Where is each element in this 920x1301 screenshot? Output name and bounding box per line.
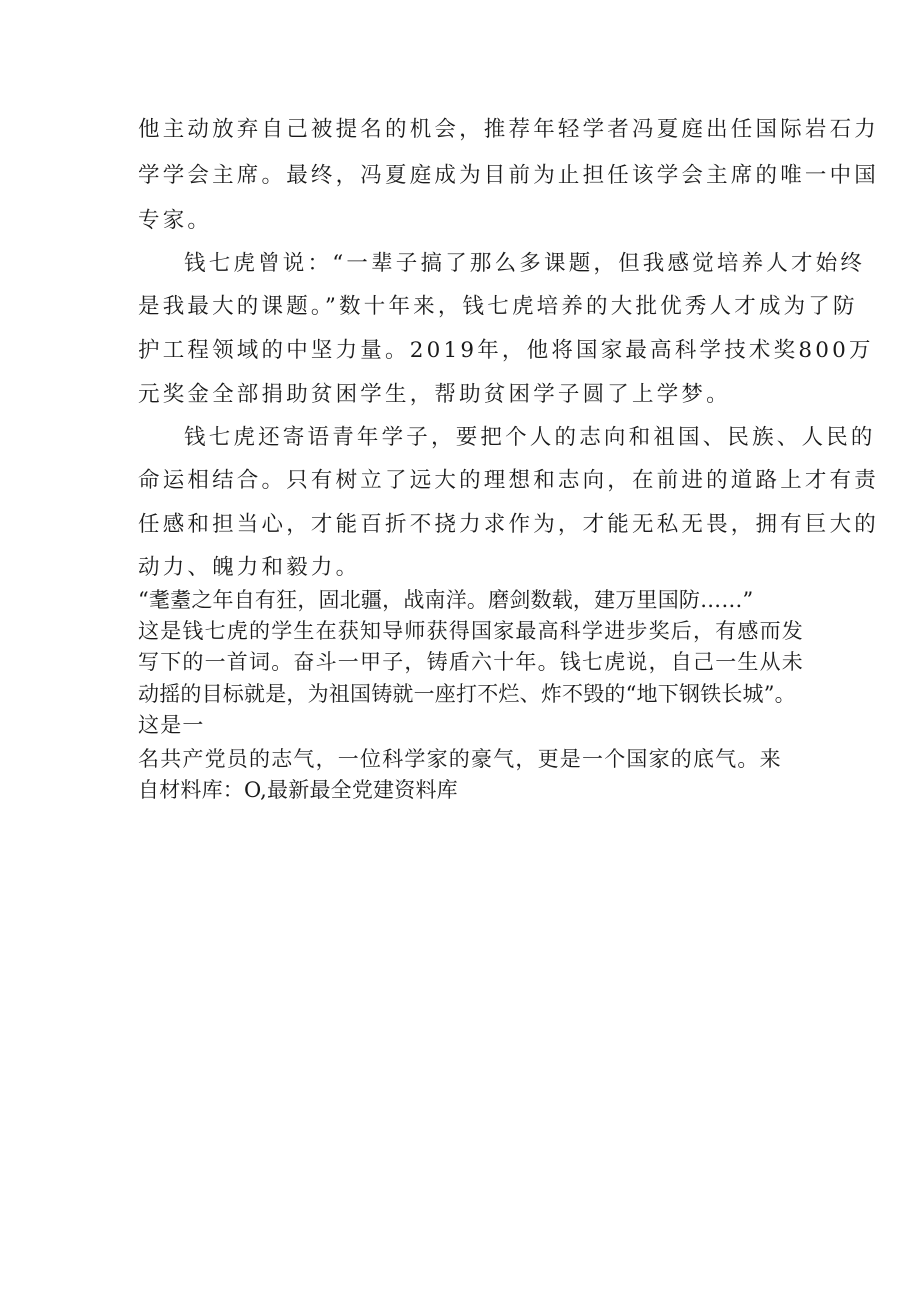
text-line: 元奖金全部捐助贫困学生，帮助贫困学子圆了上学梦。: [138, 382, 731, 407]
source-note: 自材料库：O,最新最全党建资料库: [138, 778, 458, 802]
text-line: 命运相结合。只有树立了远大的理想和志向，在前进的道路上才有责: [138, 468, 880, 493]
text-line: 名共产党员的志气，一位科学家的豪气，更是一个国家的底气。来: [138, 747, 782, 771]
text-line: 学学会主席。最终，冯夏庭成为目前为止担任该学会主席的唯一中国: [138, 163, 880, 188]
text-line: 任感和担当心，才能百折不挠力求作为，才能无私无畏，拥有巨大的: [138, 512, 880, 537]
text-line: 这是一: [138, 713, 205, 737]
text-line: 写下的一首词。奋斗一甲子，铸盾六十年。钱七虎说，自己一生从未: [138, 650, 804, 674]
text-line: 动力、魄力和毅力。: [138, 555, 361, 580]
text-line: “耄耋之年自有狂，固北疆，战南洋。磨剑数载，建万里国防……”: [138, 588, 754, 612]
text-line: 护工程领域的中坚力量。2019年，他将国家最高科学技术奖800万: [138, 338, 874, 363]
text-line: 这是钱七虎的学生在获知导师获得国家最高科学进步奖后，有感而发: [138, 619, 804, 643]
text-line: 是我最大的课题。”数十年来，钱七虎培养的大批优秀人才成为了防: [138, 294, 858, 319]
paragraph-first-line: 钱七虎还寄语青年学子，要把个人的志向和祖国、民族、人民的: [184, 425, 876, 450]
text-line: 他主动放弃自己被提名的机会，推荐年轻学者冯夏庭出任国际岩石力: [138, 117, 880, 142]
text-line: 动摇的目标就是，为祖国铸就一座打不烂、炸不毁的“地下钢铁长城”。: [138, 682, 796, 706]
text-line: 专家。: [138, 208, 213, 233]
paragraph-first-line: 钱七虎曾说：“一辈子搞了那么多课题，但我感觉培养人才始终: [184, 251, 866, 276]
